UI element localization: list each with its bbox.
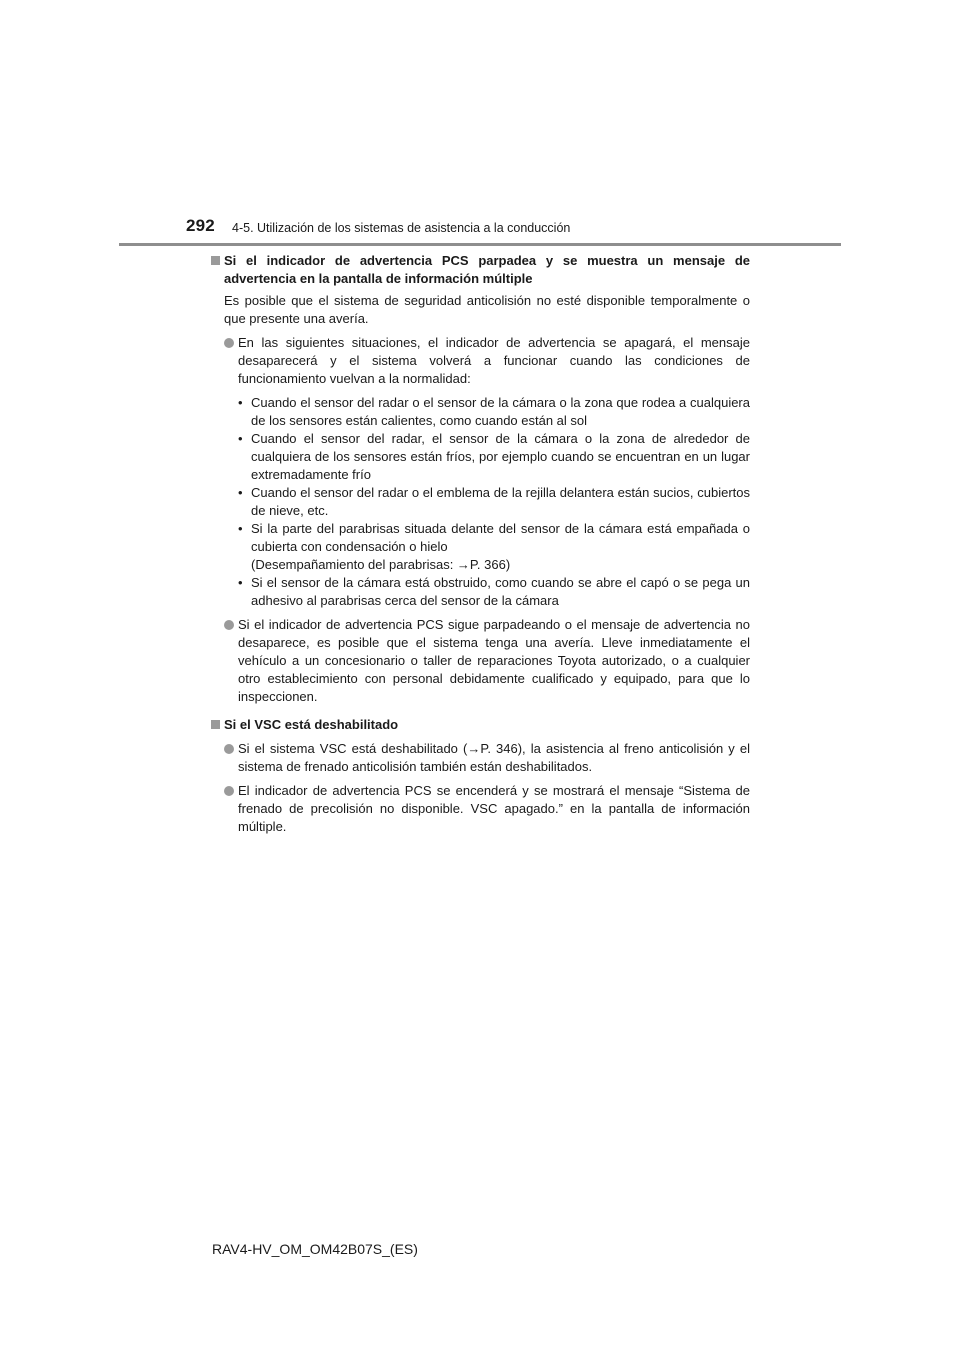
section-intro: Es posible que el sistema de seguridad anticolisión no esté disponible temporalmente o que presente una avería. [224, 293, 750, 326]
list-item-text: Si el sistema VSC está deshabilitado (→P. 346), la asistencia al freno anticolisión y el sistema de frenado anticolisión también están deshabilitados. [238, 741, 750, 774]
section-vsc-disabled [210, 716, 750, 836]
section-heading-text: Si el VSC está deshabilitado [224, 717, 399, 732]
bullet-dot-icon: • [238, 485, 243, 500]
sub-list-item-text: Cuando el sensor del radar, el sensor de la cámara o la zona de alrededor de cualquiera de los sensores están fríos, por ejemplo cuando se encuentran en un lugar extremadamente frío [251, 431, 750, 482]
sub-list-item [238, 574, 750, 610]
sub-list-item [238, 430, 750, 484]
cross-reference-note[interactable]: (Desempañamiento del parabrisas: →P. 366) [251, 557, 511, 572]
square-bullet-icon [211, 256, 220, 265]
list-item [224, 616, 750, 706]
bullet-dot-icon: • [238, 431, 243, 446]
circle-bullet-icon [224, 620, 234, 630]
sub-list-item-text: Cuando el sensor del radar o el sensor de la cámara o la zona que rodea a cualquiera de los sensores están calientes, como cuando están al sol [251, 395, 750, 428]
header-rule [119, 243, 841, 246]
sub-list-item-text: Si la parte del parabrisas situada delante del sensor de la cámara está empañada o cubierta con condensación o hielo [251, 521, 750, 554]
section-pcs-warning [210, 252, 750, 706]
square-bullet-icon [211, 720, 220, 729]
bullet-dot-icon: • [238, 395, 243, 410]
list-item [224, 334, 750, 388]
list-item [224, 782, 750, 836]
circle-bullet-icon [224, 338, 234, 348]
circle-bullet-icon [224, 744, 234, 754]
circle-bullet-icon [224, 786, 234, 796]
section-heading [210, 252, 750, 288]
chapter-title: 4-5. Utilización de los sistemas de asistencia a la conducción [232, 221, 571, 235]
bullet-dot-icon: • [238, 521, 243, 536]
list-item-text: El indicador de advertencia PCS se encenderá y se mostrará el mensaje “Sistema de frenado de precolisión no disponible. VSC apagado.” en la pantalla de información múltiple. [238, 783, 750, 834]
footer-document-id: RAV4-HV_OM_OM42B07S_(ES) [212, 1241, 418, 1257]
sub-list-item [238, 520, 750, 574]
list-item-text: Si el indicador de advertencia PCS sigue parpadeando o el mensaje de advertencia no desaparece, es posible que el sistema tenga una avería. Lleve inmediatamente el vehículo a un concesionario o taller de reparaciones Toyota autorizado, o a cualquier otro establecimiento con personal debidamente cualificado y equipado, para que lo inspeccionen. [238, 617, 750, 704]
page-number: 292 [186, 216, 215, 235]
sub-list [238, 394, 750, 610]
sub-list-item [238, 394, 750, 430]
sub-list-item-text: Cuando el sensor del radar o el emblema de la rejilla delantera están sucios, cubiertos de nieve, etc. [251, 485, 750, 518]
bullet-dot-icon: • [238, 575, 243, 590]
sub-list-item [238, 484, 750, 520]
section-heading-text: Si el indicador de advertencia PCS parpadea y se muestra un mensaje de advertencia en la pantalla de información múltiple [224, 253, 750, 286]
list-item [224, 740, 750, 776]
section-heading [210, 716, 750, 734]
page-content [210, 252, 750, 836]
sub-list-item-text: Si el sensor de la cámara está obstruido, como cuando se abre el capó o se pega un adhesivo al parabrisas cerca del sensor de la cámara [251, 575, 750, 608]
list-item-text: En las siguientes situaciones, el indicador de advertencia se apagará, el mensaje desaparecerá y el sistema volverá a funcionar cuando las condiciones de funcionamiento vuelvan a la normalidad: [238, 335, 750, 386]
